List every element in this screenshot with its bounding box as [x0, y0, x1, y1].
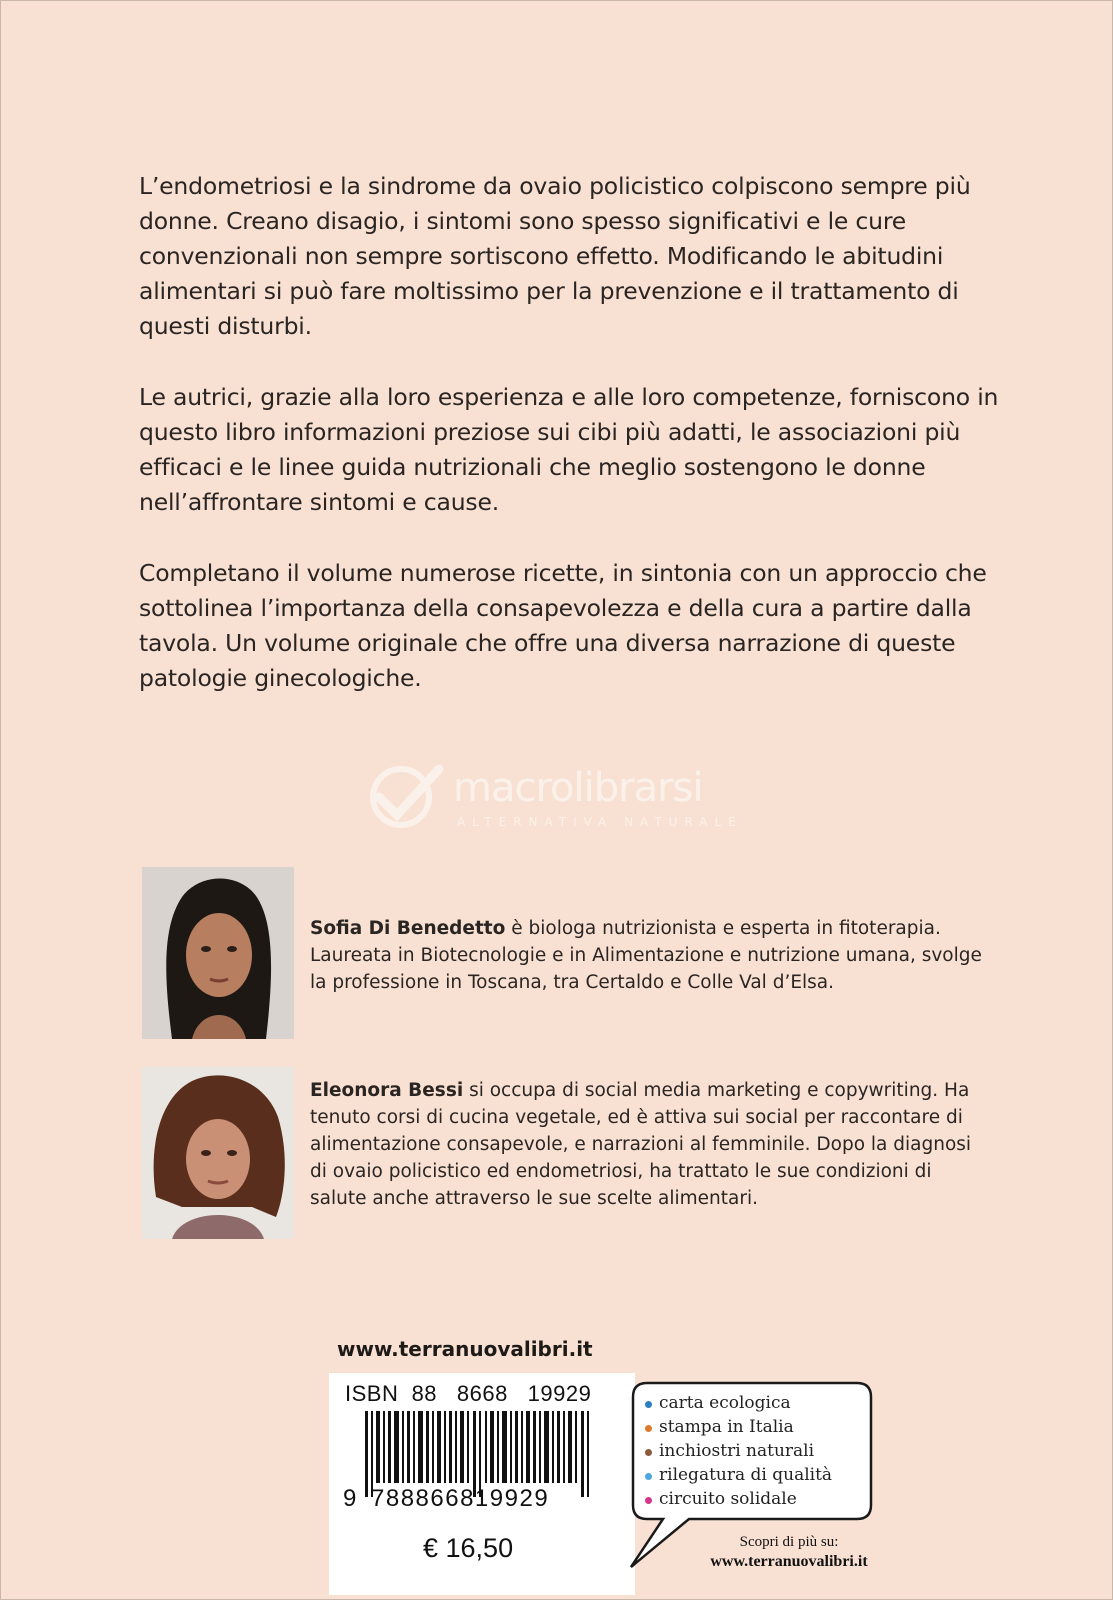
ean-first-digit: 9 — [343, 1485, 357, 1512]
eco-item-carta: carta ecologica — [643, 1391, 832, 1415]
author-bio-text-eleonora: si occupa di social media marketing e copywriting. Ha tenuto corsi di cucina vegetale, ed è attiva sui social per raccontare di alimentazione consapevole, e narrazioni al femminile. Dopo la diagnosi di ovaio policistico ed endometriosi, ha trattato le sue condizioni di salute anche attraverso le sue scelte alimentari. — [310, 1080, 972, 1209]
publisher-website[interactable]: www.terranuovalibri.it — [337, 1337, 593, 1361]
eco-feature-list — [643, 1391, 832, 1511]
author-bio-sofia — [310, 915, 990, 996]
watermark-tagline: ALTERNATIVA NATURALE — [457, 815, 743, 829]
eco-item-stampa: stampa in Italia — [643, 1415, 832, 1439]
blurb — [139, 169, 999, 732]
author-photo-eleonora — [142, 1067, 294, 1239]
author-bio-eleonora — [310, 1077, 990, 1212]
author-photo-sofia — [142, 867, 294, 1039]
author-name-sofia: Sofia Di Benedetto — [310, 918, 506, 939]
blurb-paragraph-1: L’endometriosi e la sindrome da ovaio policistico colpiscono sempre più donne. Creano disagio, i sintomi sono spesso significativi e le cure convenzionali non sempre sortiscono effetto. Modificando le abitudini alimentari si può fare moltissimo per la prevenzione e il trattamento di questi disturbi. — [139, 172, 971, 340]
eco-item-circuito: circuito solidale — [643, 1487, 832, 1511]
watermark-name: macrolibrarsi — [453, 765, 703, 811]
bullet-dot-icon — [645, 1425, 652, 1432]
barcode-label — [329, 1373, 635, 1595]
discover-more — [689, 1533, 889, 1571]
author-name-eleonora: Eleonora Bessi — [310, 1080, 464, 1101]
macrolibrarsi-logo-icon — [361, 763, 445, 829]
macrolibrarsi-watermark — [361, 763, 761, 833]
price: € 16,50 — [423, 1533, 514, 1563]
discover-url[interactable]: www.terranuovalibri.it — [710, 1553, 868, 1570]
eco-item-inchiostri: inchiostri naturali — [643, 1439, 832, 1463]
bullet-dot-icon — [645, 1401, 652, 1408]
bullet-dot-icon — [645, 1497, 652, 1504]
bullet-dot-icon — [645, 1449, 652, 1456]
eco-item-rilegatura: rilegatura di qualità — [643, 1463, 832, 1487]
blurb-paragraph-3: Completano il volume numerose ricette, in sintonia con un approccio che sottolinea l’importanza della consapevolezza e della cura a partire dalla tavola. Un volume originale che offre una diversa narrazione di queste patologie ginecologiche. — [139, 559, 987, 692]
ean-digits: 788866819929 — [371, 1485, 550, 1512]
bullet-dot-icon — [645, 1473, 652, 1480]
discover-label: Scopri di più su: — [739, 1534, 839, 1550]
isbn-text: ISBN 88 8668 19929 — [345, 1381, 592, 1406]
author-bio-text-sofia: è biologa nutrizionista e esperta in fitoterapia. Laureata in Biotecnologie e in Alimentazione e nutrizione umana, svolge la professione in Toscana, tra Certaldo e Colle Val d’Elsa. — [310, 918, 982, 993]
blurb-paragraph-2: Le autrici, grazie alla loro esperienza e alle loro competenze, forniscono in questo libro informazioni preziose sui cibi più adatti, le associazioni più efficaci e le linee guida nutrizionali che meglio sostengono le donne nell’affrontare sintomi e cause. — [139, 383, 999, 516]
